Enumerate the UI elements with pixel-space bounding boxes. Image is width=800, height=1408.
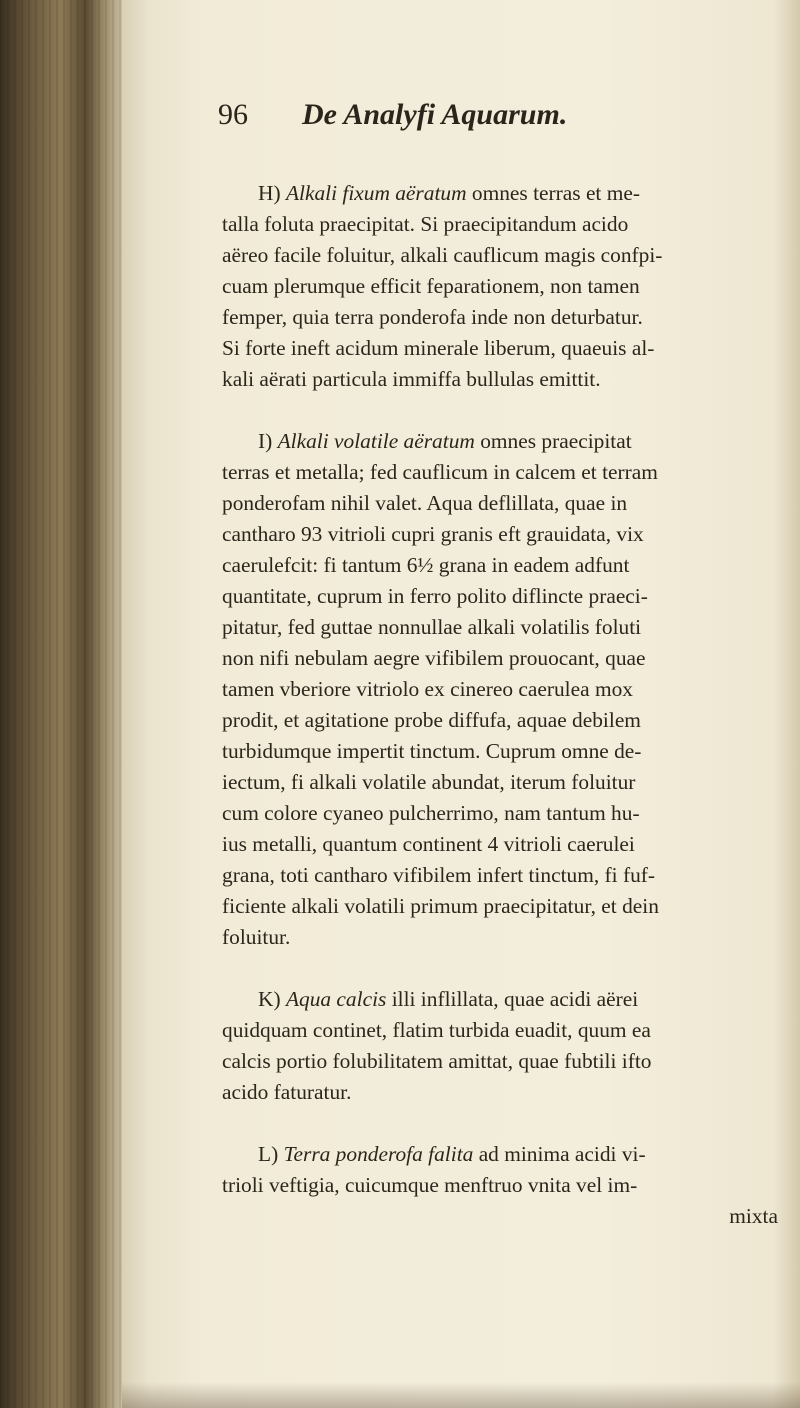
body-text (222, 178, 778, 1232)
paragraph-marker: I) (258, 429, 273, 453)
paragraph-lead-line (222, 1139, 778, 1170)
paragraph-term: Alkali fixum aëratum (285, 181, 467, 205)
text-line: pitatur, fed guttae nonnullae alkali volatilis foluti (222, 615, 642, 639)
text-line: ficiente alkali volatili primum praecipitatur, et dein (222, 894, 659, 918)
catchword: mixta (729, 1204, 778, 1228)
text-line: talla foluta praecipitat. Si praecipitandum acido (222, 212, 629, 236)
text-line: non nifi nebulam aegre vifibilem prouocant, quae (222, 646, 646, 670)
text-line: kali aërati particula immiffa bullulas emittit. (222, 367, 601, 391)
text-line: iectum, fi alkali volatile abundat, iterum foluitur (222, 770, 636, 794)
text-line: acido faturatur. (222, 1080, 352, 1104)
text-line: ponderofam nihil valet. Aqua deflillata, quae in (222, 491, 628, 515)
paragraph-gap (222, 953, 778, 984)
text-line: terras et metalla; fed cauflicum in calcem et terram (222, 460, 658, 484)
text-line: tamen vberiore vitriolo ex cinereo caerulea mox (222, 677, 633, 701)
gutter-texture (0, 0, 122, 1408)
paragraph-marker: H) (258, 181, 281, 205)
paragraph-lead-line (222, 178, 778, 209)
paragraph-term: Alkali volatile aëratum (277, 429, 475, 453)
running-title: De Analyfi Aquarum. (302, 98, 568, 131)
paragraph-gap (222, 395, 778, 426)
paragraph-marker: L) (258, 1142, 279, 1166)
text-line: caerulefcit: fi tantum 6½ grana in eadem adfunt (222, 553, 630, 577)
page-header (218, 98, 778, 138)
text-line: ius metalli, quantum continent 4 vitrioli caerulei (222, 832, 635, 856)
text-line: prodit, et agitatione probe diffufa, aquae debilem (222, 708, 641, 732)
paragraph-lead-rest: omnes terras et me- (466, 181, 640, 205)
text-line: quidquam continet, flatim turbida euadit, quum ea (222, 1018, 651, 1042)
page-bottom-shadow (122, 1382, 800, 1408)
paragraph-l (222, 1139, 778, 1232)
paragraph-lead-line (222, 984, 778, 1015)
paragraph-i (222, 426, 778, 953)
text-line: Si forte ineft acidum minerale liberum, quaeuis al- (222, 336, 655, 360)
paragraph-lead-rest: illi inflillata, quae acidi aërei (386, 987, 639, 1011)
text-line: aëreo facile foluitur, alkali cauflicum magis confpi- (222, 243, 663, 267)
text-line: femper, quia terra ponderofa inde non deturbatur. (222, 305, 643, 329)
text-line: calcis portio folubilitatem amittat, quae fubtili ifto (222, 1049, 652, 1073)
text-line: cum colore cyaneo pulcherrimo, nam tantum hu- (222, 801, 640, 825)
page-number: 96 (218, 98, 248, 131)
paragraph-k (222, 984, 778, 1108)
paragraph-term: Terra ponderofa falita (283, 1142, 474, 1166)
text-line: foluitur. (222, 925, 291, 949)
text-line: trioli veftigia, cuicumque menftruo vnita vel im- (222, 1173, 638, 1197)
paragraph-lead-rest: omnes praecipitat (474, 429, 632, 453)
paragraph-term: Aqua calcis (285, 987, 387, 1011)
text-line: turbidumque impertit tinctum. Cuprum omne de- (222, 739, 642, 763)
text-line: quantitate, cuprum in ferro polito diflincte praeci- (222, 584, 648, 608)
paragraph-lead-rest: ad minima acidi vi- (473, 1142, 646, 1166)
text-line: cuam plerumque efficit feparationem, non tamen (222, 274, 640, 298)
text-line: cantharo 93 vitrioli cupri granis eft grauidata, vix (222, 522, 644, 546)
paragraph-marker: K) (258, 987, 281, 1011)
paragraph-h (222, 178, 778, 395)
paragraph-gap (222, 1108, 778, 1139)
text-line: grana, toti cantharo vifibilem infert tinctum, fi fuf- (222, 863, 656, 887)
paragraph-lead-line (222, 426, 778, 457)
